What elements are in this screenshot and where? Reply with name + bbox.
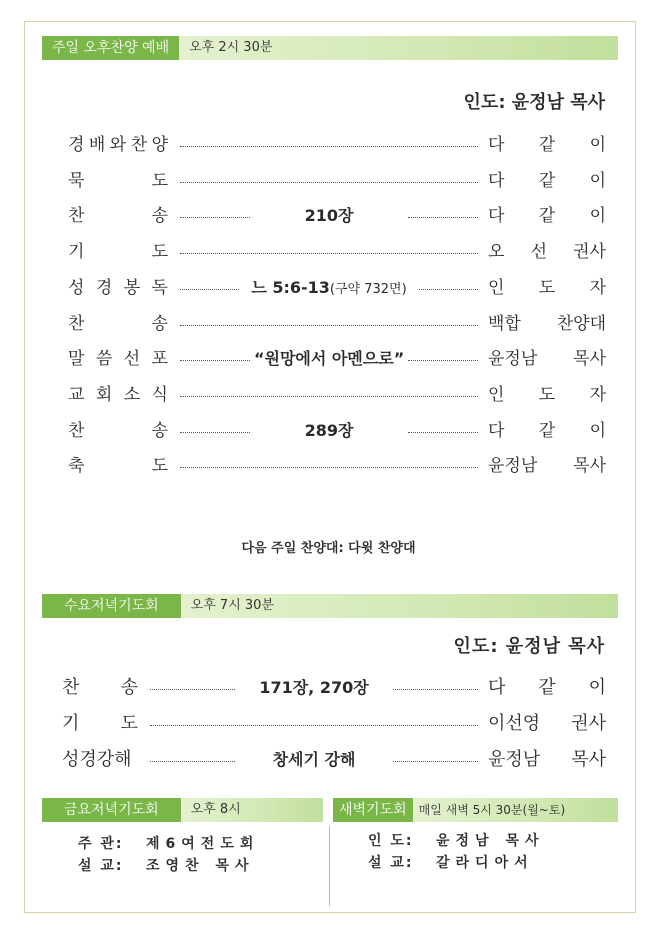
order-detail-note: (구약 732면) (329, 281, 407, 297)
order-row (62, 712, 606, 736)
friday-header (42, 798, 323, 822)
order-person (488, 748, 606, 772)
next-week-choir: 다음 주일 찬양대: 다윗 찬양대 (241, 541, 416, 556)
order-person-part: 찬양대 (556, 313, 606, 334)
order-detail-text: 창세기 강해 (272, 750, 356, 769)
order-label-char: 기 (62, 713, 80, 734)
order-person-part: 권사 (571, 713, 606, 734)
order-person-part: 오 (488, 242, 505, 263)
friday-item-key: 설 교: (78, 858, 124, 874)
order-label (68, 312, 168, 336)
dawn-time: 매일 새벽 5시 30분(월~토) (413, 798, 618, 822)
order-label-char: 독 (151, 277, 168, 298)
order-label-char: 찬 (130, 135, 148, 155)
order-detail-text: 느 5:6-13 (251, 277, 330, 297)
dot-leader (180, 325, 478, 326)
order-label (62, 676, 138, 700)
dot-leader (180, 360, 250, 361)
order-person (488, 347, 606, 371)
order-person-part: 같 (538, 206, 556, 227)
dot-leader (180, 253, 478, 254)
order-person-part: 목사 (573, 349, 606, 370)
order-person-part: 다 (488, 677, 506, 698)
order-detail-text: 210장 (304, 206, 354, 226)
order-person-part: 윤정남 (488, 749, 541, 770)
order-row (68, 454, 606, 478)
dawn-item-key: 인 도: (368, 833, 414, 849)
dawn-item-value: 갈라디아서 (436, 855, 534, 871)
order-person (488, 383, 606, 407)
order-person-part: 이 (589, 206, 606, 227)
order-label-char: 교 (68, 384, 85, 405)
order-person-part: 이 (589, 135, 606, 155)
dot-leader (419, 289, 478, 290)
order-detail (254, 419, 404, 443)
dot-leader (150, 761, 235, 762)
order-person-part: 도 (538, 277, 556, 298)
order-person-part: 이선영 (488, 713, 541, 734)
order-person (488, 419, 606, 443)
dot-leader (150, 725, 478, 726)
order-label-char: 말 (68, 349, 85, 370)
order-label-char: 양 (151, 135, 168, 155)
order-person-part: 자 (589, 384, 606, 405)
order-person-part: 이 (589, 420, 606, 441)
order-detail-text: “원망에서 아멘으로” (254, 349, 405, 369)
wednesday-header (42, 594, 618, 618)
order-label-char: 도 (151, 170, 168, 191)
friday-time: 오후 8시 (181, 798, 323, 822)
dot-leader (408, 217, 478, 218)
order-person (488, 312, 606, 336)
order-label-char: 선 (123, 349, 141, 370)
order-detail (239, 676, 389, 700)
order-label-char: 도 (151, 242, 168, 263)
sunday-tag: 주일 오후찬양 예배 (42, 36, 179, 60)
order-person (488, 133, 606, 157)
order-label-char: 배 (88, 135, 106, 155)
order-person-part: 권사 (573, 242, 606, 263)
order-person (488, 240, 606, 264)
order-label-char: 포 (151, 349, 168, 370)
order-label (68, 454, 168, 478)
order-person (488, 676, 606, 700)
order-label-char: 봉 (123, 277, 141, 298)
order-label-char: 회 (95, 384, 113, 405)
order-person-part: 인 (488, 277, 505, 298)
order-row (68, 383, 606, 407)
order-person-part: 이 (589, 170, 606, 191)
order-label-char: 송 (151, 420, 168, 441)
column-divider (329, 826, 330, 906)
order-row (68, 133, 606, 157)
order-row (68, 240, 606, 264)
order-row (68, 204, 606, 228)
order-person-part: 목사 (571, 749, 606, 770)
order-label-char: 식 (151, 384, 168, 405)
order-person-part: 이 (588, 677, 606, 698)
order-label (68, 204, 168, 228)
order-label-char: 송 (151, 206, 168, 227)
order-person-part: 윤정남 (488, 456, 538, 477)
order-label-char: 씀 (95, 349, 113, 370)
sunday-leader: 인도: 윤정남 목사 (463, 92, 605, 113)
order-label-char: 찬 (62, 677, 80, 698)
order-label (68, 133, 168, 157)
order-person (488, 454, 606, 478)
order-label-char: 도 (120, 713, 138, 734)
order-label-char: 성경강해 (62, 749, 132, 770)
order-label (68, 169, 168, 193)
order-person-part: 인 (488, 384, 505, 405)
order-person-part: 도 (538, 384, 556, 405)
order-person-part: 다 (488, 206, 505, 227)
order-detail-text: 171장, 270장 (259, 678, 369, 697)
dot-leader (180, 432, 250, 433)
friday-item-key: 주 관: (78, 836, 124, 852)
dot-leader (393, 761, 478, 762)
order-person-part: 같 (538, 420, 556, 441)
order-row (68, 419, 606, 443)
order-person-part: 다 (488, 420, 505, 441)
order-label (62, 748, 138, 772)
order-person-part: 같 (538, 135, 556, 155)
order-person-part: 백합 (488, 313, 521, 334)
order-label-char: 찬 (68, 420, 85, 441)
wednesday-leader: 인도: 윤정남 목사 (453, 636, 605, 657)
dawn-item-key: 설 교: (368, 855, 414, 871)
dawn-tag: 새벽기도회 (333, 798, 413, 822)
order-label-char: 도 (151, 456, 168, 477)
order-label (68, 276, 168, 300)
order-label-char: 성 (68, 277, 85, 298)
order-person-part: 목사 (573, 456, 606, 477)
order-person-part: 같 (538, 170, 556, 191)
order-label-char: 찬 (68, 313, 85, 334)
order-detail (254, 204, 404, 228)
order-label-char: 경 (68, 135, 85, 155)
friday-tag: 금요저녁기도회 (42, 798, 181, 822)
order-person-part: 선 (530, 242, 547, 263)
order-person-part: 같 (538, 677, 556, 698)
order-label-char: 찬 (68, 206, 85, 227)
order-label-char: 송 (151, 313, 168, 334)
order-person (488, 712, 606, 736)
order-label-char: 송 (120, 677, 138, 698)
order-person (488, 169, 606, 193)
dot-leader (180, 182, 478, 183)
order-row (68, 347, 606, 371)
friday-item-value: 제6여전도회 (146, 836, 260, 852)
order-detail (243, 276, 415, 300)
dot-leader (408, 432, 478, 433)
order-label (68, 383, 168, 407)
wednesday-tag: 수요저녁기도회 (42, 594, 181, 618)
dot-leader (408, 360, 478, 361)
dot-leader (180, 289, 239, 290)
order-label (62, 712, 138, 736)
order-label (68, 240, 168, 264)
order-label (68, 347, 168, 371)
order-label-char: 경 (95, 277, 113, 298)
dot-leader (180, 146, 478, 147)
order-person-part: 자 (589, 277, 606, 298)
sunday-header (42, 36, 618, 60)
dawn-header (333, 798, 618, 822)
friday-item (78, 834, 259, 854)
dawn-item-value: 윤정남 목사 (436, 833, 545, 849)
order-person (488, 276, 606, 300)
dot-leader (180, 467, 478, 468)
friday-item (78, 856, 255, 876)
dawn-item (368, 831, 545, 851)
order-detail-text: 289장 (304, 420, 354, 440)
order-label-char: 기 (68, 242, 85, 263)
dot-leader (180, 217, 250, 218)
dot-leader (150, 689, 235, 690)
order-person-part: 다 (488, 170, 505, 191)
dot-leader (393, 689, 478, 690)
order-label-char: 소 (123, 384, 141, 405)
wednesday-time: 오후 7시 30분 (181, 594, 618, 618)
friday-item-value: 조영찬 목사 (146, 858, 255, 874)
dot-leader (180, 396, 478, 397)
order-detail (254, 347, 404, 371)
order-row (62, 748, 606, 772)
order-person (488, 204, 606, 228)
order-label-char: 묵 (68, 170, 85, 191)
dawn-item (368, 853, 534, 873)
order-label (68, 419, 168, 443)
order-person-part: 다 (488, 135, 505, 155)
order-label-char: 와 (109, 135, 127, 155)
order-label-char: 축 (68, 456, 85, 477)
order-row (68, 169, 606, 193)
sunday-time: 오후 2시 30분 (179, 36, 618, 60)
order-detail (239, 748, 389, 772)
order-row (62, 676, 606, 700)
order-row (68, 312, 606, 336)
order-person-part: 윤정남 (488, 349, 538, 370)
order-row (68, 276, 606, 300)
